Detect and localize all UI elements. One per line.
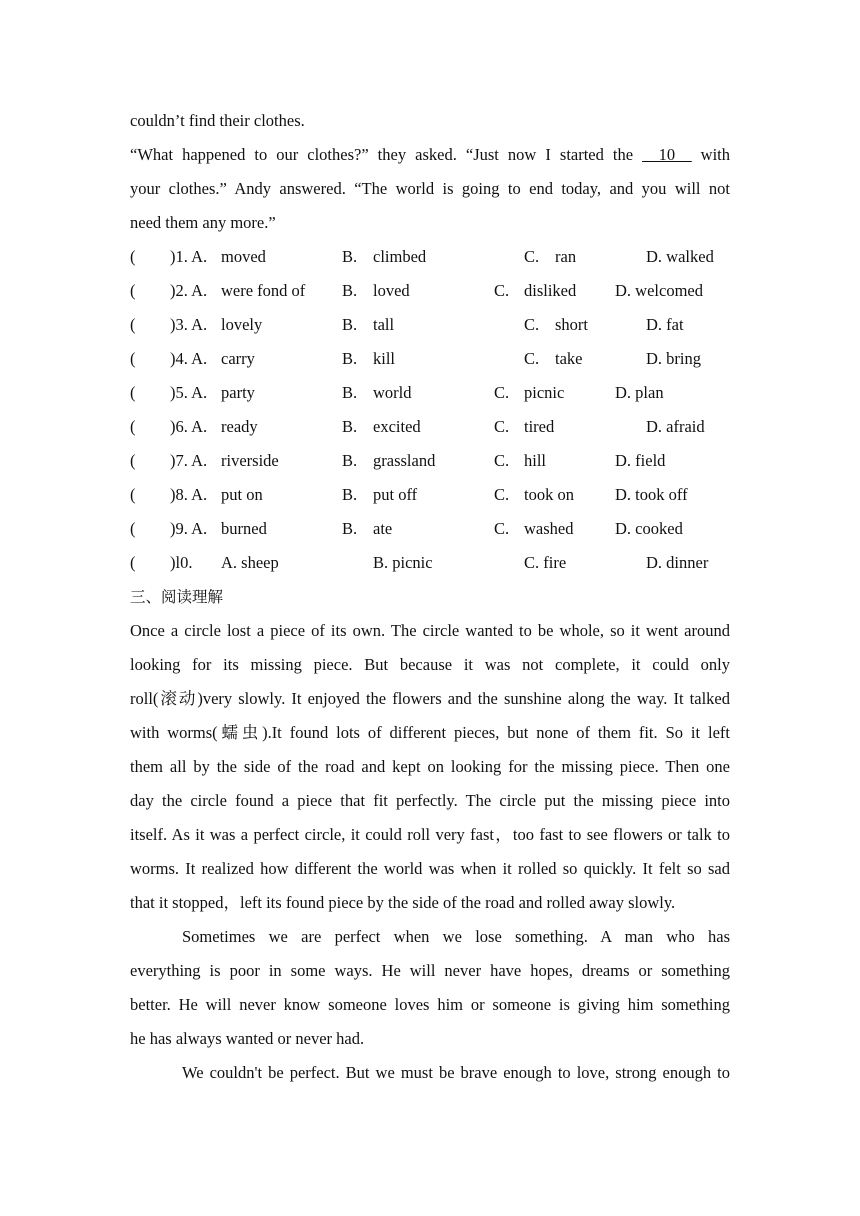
option-b-label: B.	[342, 383, 358, 402]
answer-paren: (	[130, 315, 136, 334]
option-c: hill	[524, 451, 547, 470]
option-d: D. cooked	[615, 519, 683, 538]
option-a: riverside	[221, 451, 279, 470]
option-a: burned	[221, 519, 267, 538]
reading-text-line: better. He will never know someone loves him or someone is giving him something	[130, 995, 730, 1014]
option-c-label: C.	[494, 417, 510, 436]
reading-text-line: them all by the side of the road and kept on looking for the missing piece. Then one	[130, 757, 730, 776]
option-b-label: B.	[342, 519, 358, 538]
option-c-label: C.	[494, 519, 510, 538]
question-number: )7. A.	[170, 451, 208, 470]
reading-text-line: Once a circle lost a piece of its own. The circle wanted to be whole, so it went around	[130, 621, 730, 640]
document-page	[130, 104, 730, 1090]
question-row	[130, 308, 730, 342]
question-row	[130, 512, 730, 546]
option-b-label: B.	[342, 349, 358, 368]
cloze-text-line: need them any more.”	[130, 213, 276, 232]
reading-text-line: We couldn't be perfect. But we must be brave enough to love, strong enough to	[182, 1063, 730, 1082]
cloze-blank-10: __10__	[642, 145, 692, 164]
answer-paren: (	[130, 281, 136, 300]
answer-paren: (	[130, 247, 136, 266]
question-row	[130, 240, 730, 274]
option-c-label: C.	[524, 315, 540, 334]
reading-text-line: roll(滚动)very slowly. It enjoyed the flowers and the sunshine along the way. It talked	[130, 689, 730, 708]
cloze-text-fragment: “What happened to our clothes?” they asked. “Just now I started the	[130, 145, 643, 164]
option-a: lovely	[221, 315, 263, 334]
option-b-label: B.	[342, 417, 358, 436]
option-b: B. picnic	[373, 553, 433, 572]
option-a: were fond of	[221, 281, 306, 300]
option-c: C. fire	[524, 553, 567, 572]
question-number: )4. A.	[170, 349, 208, 368]
option-c-label: C.	[494, 451, 510, 470]
question-number: )2. A.	[170, 281, 208, 300]
section-title: 三、阅读理解	[130, 588, 224, 606]
option-d: D. dinner	[646, 553, 709, 572]
answer-paren: (	[130, 349, 136, 368]
option-a: carry	[221, 349, 255, 368]
question-list	[130, 240, 730, 546]
option-b: excited	[373, 417, 421, 436]
reading-text-line: with worms(蠕虫).It found lots of different pieces, but none of them fit. So it left	[130, 723, 730, 742]
option-c: washed	[524, 519, 574, 538]
answer-paren: (	[130, 417, 136, 436]
option-a: ready	[221, 417, 258, 436]
option-c: picnic	[524, 383, 565, 402]
option-d: D. fat	[646, 315, 684, 334]
question-number: )5. A.	[170, 383, 208, 402]
option-c-label: C.	[494, 281, 510, 300]
option-b: kill	[373, 349, 396, 368]
reading-text-line: everything is poor in some ways. He will never have hopes, dreams or something	[130, 961, 730, 980]
option-b-label: B.	[342, 451, 358, 470]
option-b: tall	[373, 315, 395, 334]
question-number: )l0.	[170, 553, 193, 572]
cloze-text-line	[130, 138, 730, 172]
answer-paren: (	[130, 485, 136, 504]
option-b-label: B.	[342, 485, 358, 504]
option-c-label: C.	[494, 485, 510, 504]
reading-paragraph-2	[130, 920, 730, 1056]
question-number: )9. A.	[170, 519, 208, 538]
reading-text-line: Sometimes we are perfect when we lose something. A man who has	[182, 927, 730, 946]
reading-paragraph-3	[130, 1056, 730, 1090]
reading-text-line: itself. As it was a perfect circle, it could roll very fast，too fast to see flowers or talk to	[130, 825, 730, 844]
reading-paragraph-1	[130, 614, 730, 920]
answer-paren: (	[130, 553, 136, 572]
answer-paren: (	[130, 519, 136, 538]
option-c: short	[555, 315, 588, 334]
option-c: took on	[524, 485, 574, 504]
question-number: )1. A.	[170, 247, 208, 266]
question-row	[130, 274, 730, 308]
option-d: D. bring	[646, 349, 701, 368]
option-b: ate	[373, 519, 393, 538]
question-row	[130, 546, 730, 580]
question-number: )6. A.	[170, 417, 208, 436]
question-row	[130, 478, 730, 512]
option-a: A. sheep	[221, 553, 279, 572]
option-b: grassland	[373, 451, 436, 470]
option-b-label: B.	[342, 247, 358, 266]
option-d: D. took off	[615, 485, 688, 504]
option-d: D. welcomed	[615, 281, 703, 300]
option-b: climbed	[373, 247, 427, 266]
reading-text-line: he has always wanted or never had.	[130, 1029, 365, 1048]
option-b-label: B.	[342, 315, 358, 334]
option-c: tired	[524, 417, 555, 436]
cloze-text-fragment: with	[691, 145, 730, 164]
option-c-label: C.	[524, 247, 540, 266]
cloze-text-line: couldn’t find their clothes.	[130, 111, 305, 130]
question-number: )3. A.	[170, 315, 208, 334]
option-c: disliked	[524, 281, 577, 300]
question-row	[130, 410, 730, 444]
answer-paren: (	[130, 383, 136, 402]
option-a: moved	[221, 247, 266, 266]
option-c-label: C.	[494, 383, 510, 402]
option-a: party	[221, 383, 255, 402]
reading-text-line: worms. It realized how different the world was when it rolled so quickly. It felt so sad	[130, 859, 730, 878]
option-a: put on	[221, 485, 263, 504]
option-b: put off	[373, 485, 418, 504]
answer-paren: (	[130, 451, 136, 470]
reading-text-line: that it stopped，left its found piece by the side of the road and rolled away slowly.	[130, 893, 676, 912]
option-c: ran	[555, 247, 577, 266]
option-c-label: C.	[524, 349, 540, 368]
option-d: D. plan	[615, 383, 664, 402]
question-number: )8. A.	[170, 485, 208, 504]
option-d: D. field	[615, 451, 666, 470]
question-row	[130, 342, 730, 376]
option-b: world	[373, 383, 412, 402]
question-row	[130, 444, 730, 478]
option-b: loved	[373, 281, 410, 300]
option-d: D. afraid	[646, 417, 705, 436]
cloze-text-line: your clothes.” Andy answered. “The world is going to end today, and you will not	[130, 179, 730, 198]
reading-text-line: looking for its missing piece. But because it was not complete, it could only	[130, 655, 730, 674]
reading-text-line: day the circle found a piece that fit perfectly. The circle put the missing piece into	[130, 791, 730, 810]
option-b-label: B.	[342, 281, 358, 300]
question-row	[130, 376, 730, 410]
option-d: D. walked	[646, 247, 714, 266]
option-c: take	[555, 349, 583, 368]
